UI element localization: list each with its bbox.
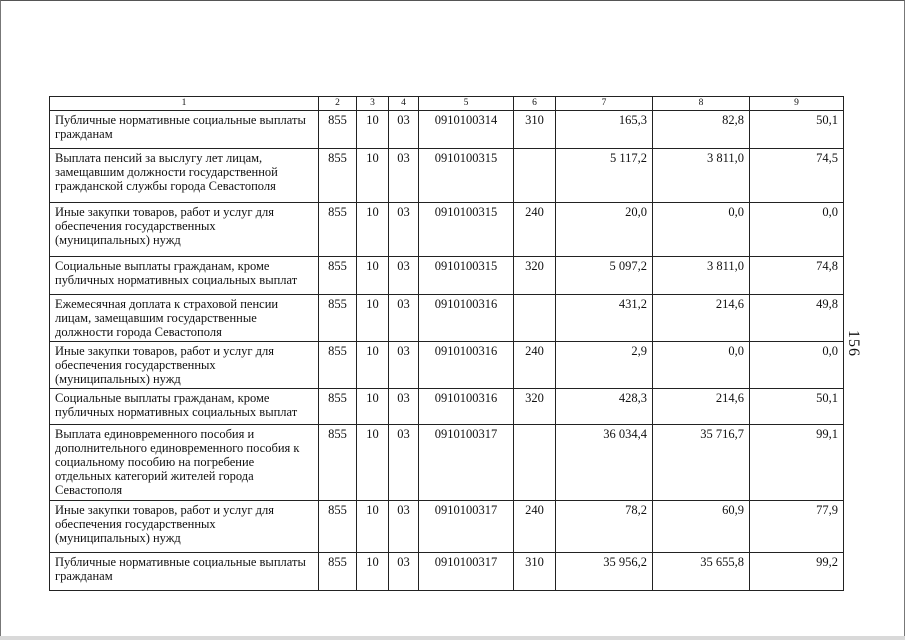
cell-col-2: 855: [319, 295, 357, 342]
cell-col-3: 10: [357, 257, 389, 295]
row-name: Публичные нормативные социальные выплаты гражданам: [50, 111, 319, 149]
cell-col-8: 0,0: [653, 342, 750, 389]
header-row: [50, 97, 844, 111]
row-name: Иные закупки товаров, работ и услуг для обеспечения государственных (муниципальных) нужд: [50, 501, 319, 553]
cell-col-9: 0,0: [750, 342, 844, 389]
cell-col-2: 855: [319, 553, 357, 591]
row-name: Иные закупки товаров, работ и услуг для обеспечения государственных (муниципальных) нужд: [50, 342, 319, 389]
row-name: Выплата единовременного пособия и дополнительного единовременного пособия к социальному пособию на погребение отдельных категорий жителей города Севастополя: [50, 425, 319, 501]
cell-col-5: 0910100317: [419, 553, 514, 591]
cell-col-6: 320: [514, 389, 556, 425]
cell-col-5: 0910100316: [419, 389, 514, 425]
cell-col-8: 214,6: [653, 295, 750, 342]
cell-col-6: 240: [514, 203, 556, 257]
cell-col-4: 03: [389, 501, 419, 553]
row-name: Выплата пенсий за выслугу лет лицам, замещавшим должности государственной гражданской службы города Севастополя: [50, 149, 319, 203]
cell-col-2: 855: [319, 501, 357, 553]
cell-col-9: 99,1: [750, 425, 844, 501]
cell-col-8: 214,6: [653, 389, 750, 425]
cell-col-5: 0910100314: [419, 111, 514, 149]
cell-col-3: 10: [357, 501, 389, 553]
cell-col-8: 82,8: [653, 111, 750, 149]
cell-col-9: 50,1: [750, 111, 844, 149]
cell-col-6: 310: [514, 553, 556, 591]
table-body: [50, 111, 844, 591]
cell-col-5: 0910100315: [419, 149, 514, 203]
cell-col-9: 99,2: [750, 553, 844, 591]
cell-col-8: 0,0: [653, 203, 750, 257]
cell-col-5: 0910100317: [419, 501, 514, 553]
cell-col-2: 855: [319, 203, 357, 257]
cell-col-3: 10: [357, 389, 389, 425]
cell-col-3: 10: [357, 342, 389, 389]
cell-col-6: 310: [514, 111, 556, 149]
cell-col-3: 10: [357, 111, 389, 149]
table-header: [50, 97, 844, 111]
cell-col-8: 35 655,8: [653, 553, 750, 591]
cell-col-9: 49,8: [750, 295, 844, 342]
cell-col-9: 74,5: [750, 149, 844, 203]
table-row: [50, 257, 844, 295]
table-row: [50, 501, 844, 553]
page-number: 156: [845, 330, 862, 357]
cell-col-2: 855: [319, 342, 357, 389]
cell-col-7: 428,3: [556, 389, 653, 425]
cell-col-3: 10: [357, 203, 389, 257]
cell-col-6: 240: [514, 342, 556, 389]
cell-col-5: 0910100315: [419, 257, 514, 295]
cell-col-8: 3 811,0: [653, 149, 750, 203]
header-col-6: 6: [514, 97, 556, 111]
cell-col-9: 50,1: [750, 389, 844, 425]
header-col-3: 3: [357, 97, 389, 111]
cell-col-7: 431,2: [556, 295, 653, 342]
budget-table: [49, 96, 844, 591]
cell-col-3: 10: [357, 295, 389, 342]
table-row: [50, 295, 844, 342]
cell-col-4: 03: [389, 553, 419, 591]
row-name: Ежемесячная доплата к страховой пенсии лицам, замещавшим государственные должности города Севастополя: [50, 295, 319, 342]
table-row: [50, 111, 844, 149]
cell-col-2: 855: [319, 149, 357, 203]
cell-col-7: 20,0: [556, 203, 653, 257]
cell-col-7: 36 034,4: [556, 425, 653, 501]
cell-col-6: 320: [514, 257, 556, 295]
row-name: Социальные выплаты гражданам, кроме публичных нормативных социальных выплат: [50, 389, 319, 425]
cell-col-7: 78,2: [556, 501, 653, 553]
cell-col-2: 855: [319, 389, 357, 425]
scan-edge: [0, 636, 905, 640]
cell-col-4: 03: [389, 425, 419, 501]
cell-col-4: 03: [389, 342, 419, 389]
cell-col-4: 03: [389, 111, 419, 149]
row-name: Социальные выплаты гражданам, кроме публичных нормативных социальных выплат: [50, 257, 319, 295]
header-col-5: 5: [419, 97, 514, 111]
cell-col-8: 3 811,0: [653, 257, 750, 295]
cell-col-8: 35 716,7: [653, 425, 750, 501]
cell-col-9: 77,9: [750, 501, 844, 553]
cell-col-4: 03: [389, 149, 419, 203]
table-row: [50, 553, 844, 591]
cell-col-2: 855: [319, 425, 357, 501]
cell-col-5: 0910100315: [419, 203, 514, 257]
cell-col-6: 240: [514, 501, 556, 553]
header-col-1: 1: [50, 97, 319, 111]
cell-col-4: 03: [389, 295, 419, 342]
row-name: Иные закупки товаров, работ и услуг для обеспечения государственных (муниципальных) нужд: [50, 203, 319, 257]
cell-col-7: 5 117,2: [556, 149, 653, 203]
cell-col-5: 0910100316: [419, 295, 514, 342]
cell-col-6: [514, 425, 556, 501]
cell-col-3: 10: [357, 425, 389, 501]
cell-col-9: 74,8: [750, 257, 844, 295]
row-name: Публичные нормативные социальные выплаты гражданам: [50, 553, 319, 591]
cell-col-9: 0,0: [750, 203, 844, 257]
header-col-2: 2: [319, 97, 357, 111]
table-row: [50, 425, 844, 501]
table-row: [50, 149, 844, 203]
header-col-7: 7: [556, 97, 653, 111]
cell-col-5: 0910100316: [419, 342, 514, 389]
header-col-9: 9: [750, 97, 844, 111]
cell-col-3: 10: [357, 149, 389, 203]
cell-col-2: 855: [319, 257, 357, 295]
cell-col-4: 03: [389, 389, 419, 425]
header-col-4: 4: [389, 97, 419, 111]
table-row: [50, 389, 844, 425]
cell-col-3: 10: [357, 553, 389, 591]
table-row: [50, 342, 844, 389]
cell-col-8: 60,9: [653, 501, 750, 553]
header-col-8: 8: [653, 97, 750, 111]
table-row: [50, 203, 844, 257]
cell-col-7: 2,9: [556, 342, 653, 389]
cell-col-7: 35 956,2: [556, 553, 653, 591]
cell-col-4: 03: [389, 203, 419, 257]
cell-col-6: [514, 295, 556, 342]
cell-col-7: 5 097,2: [556, 257, 653, 295]
cell-col-7: 165,3: [556, 111, 653, 149]
cell-col-6: [514, 149, 556, 203]
cell-col-2: 855: [319, 111, 357, 149]
cell-col-5: 0910100317: [419, 425, 514, 501]
cell-col-4: 03: [389, 257, 419, 295]
